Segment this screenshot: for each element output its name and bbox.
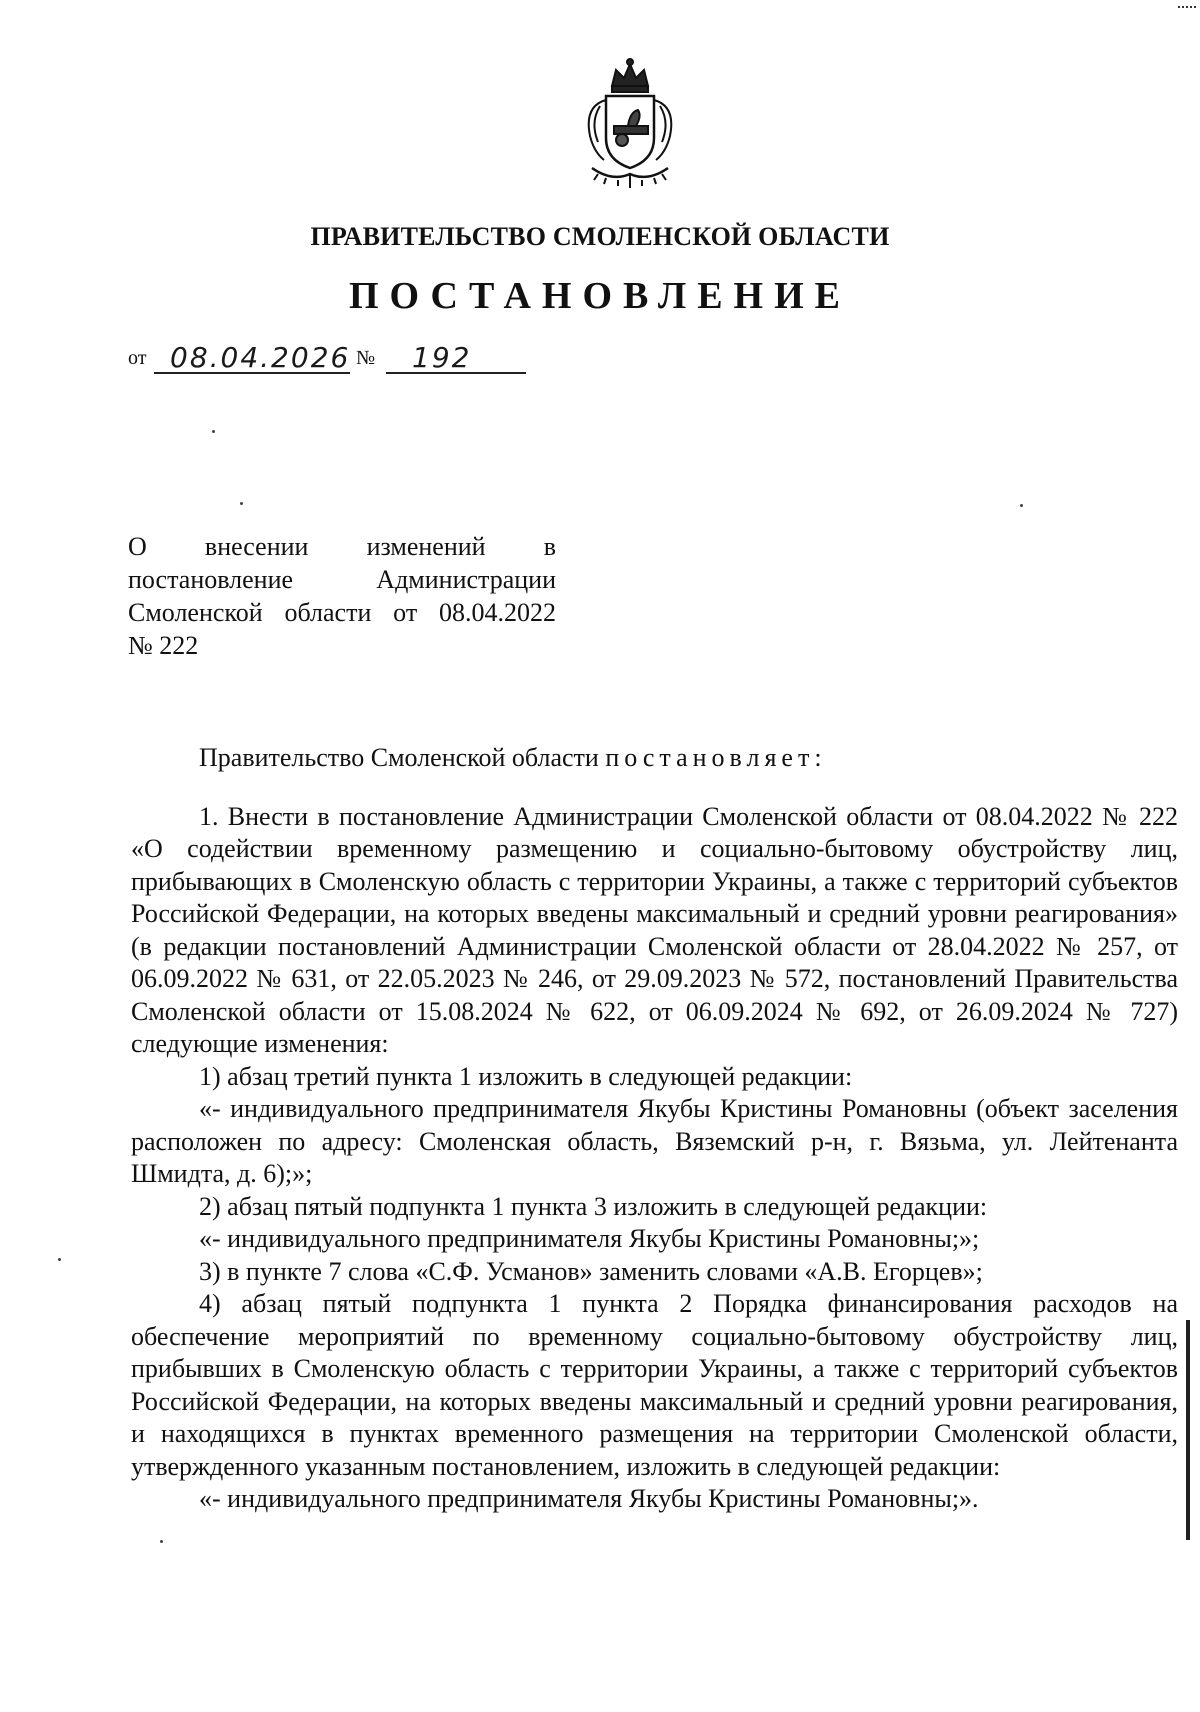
smolensk-coat-of-arms-icon: [572, 56, 688, 192]
subject-number: № 222: [128, 631, 199, 660]
decree-preamble: [131, 742, 1178, 775]
subitem-4: 4) абзац пятый подпункта 1 пункта 2 Порядка финансирования расходов на обеспечение мероприятий по временному социально-бытовому обустройству лиц, прибывших в Смоленскую область с территории Украины, а также с территорий субъектов Российской Федерации, на которых введены максимальный и средний уровни реагирования, и находящихся в пунктах временного размещения на территории Смоленской области, утвержденного указанным постановлением, изложить в следующей редакции:: [131, 1289, 1178, 1481]
preamble-text: Правительство Смоленской области: [199, 743, 599, 772]
handwritten-number: 192: [412, 341, 472, 374]
preamble-action: постановляет:: [605, 743, 827, 772]
handwritten-date: 08.04.2026: [170, 341, 351, 374]
subitem-1-quote: «- индивидуального предпринимателя Якубы Кристины Романовны (объект заселения расположен по адресу: Смоленская область, Вяземский р-н, г. Вязьма, ул. Лейтенанта Шмидта, д. 6);»;: [131, 1094, 1178, 1188]
scan-speck: [160, 1540, 163, 1543]
subitem-3: 3) в пункте 7 слова «С.Ф. Усманов» заменить словами «А.В. Егорцев»;: [199, 1256, 983, 1286]
subject-text: О внесении изменений в постановление Администрации Смоленской области от 08.04.2022: [128, 532, 556, 627]
scan-speck: [240, 502, 243, 505]
scan-speck: [58, 1258, 61, 1261]
subitem-2-quote: «- индивидуального предпринимателя Якубы Кристины Романовны;»;: [199, 1224, 980, 1253]
date-number-line: [128, 338, 558, 378]
scan-edge-bar: [1186, 1320, 1190, 1540]
scan-speck: [1020, 504, 1023, 507]
date-from-label: от: [128, 347, 147, 369]
item-1: 1. Внести в постановление Администрации Смоленской области от 08.04.2022 № 222 «О содействии временному размещению и социально-бытовому обустройству лиц, прибывающих в Смоленскую область с территории Украины, а также с территорий субъектов Российской Федерации, на которых введены максимальный и средний уровни реагирования» (в редакции постановлений Администрации Смоленской области от 28.04.2022 № 257, от 06.09.2022 № 631, от 22.05.2023 № 246, от 29.09.2023 № 572, постановлений Правительства Смоленской области от 15.08.2024 № 622, от 06.09.2024 № 692, от 26.09.2024 № 727) следующие изменения:: [131, 801, 1178, 1058]
subitem-4-quote: «- индивидуального предпринимателя Якубы Кристины Романовны;».: [199, 1484, 979, 1513]
scan-corner-mark: [1178, 0, 1196, 8]
document-body: [131, 742, 1178, 1516]
organization-title: ПРАВИТЕЛЬСТВО СМОЛЕНСКОЙ ОБЛАСТИ: [310, 222, 890, 251]
scan-speck: [212, 430, 215, 433]
subitem-2: 2) абзац пятый подпункта 1 пункта 3 изложить в следующей редакции:: [199, 1191, 988, 1221]
subitem-1: 1) абзац третий пункта 1 изложить в следующей редакции:: [199, 1061, 853, 1091]
document-type-heading: ПОСТАНОВЛЕНИЕ: [348, 275, 852, 317]
number-label: №: [356, 347, 376, 369]
document-subject: [128, 530, 556, 662]
